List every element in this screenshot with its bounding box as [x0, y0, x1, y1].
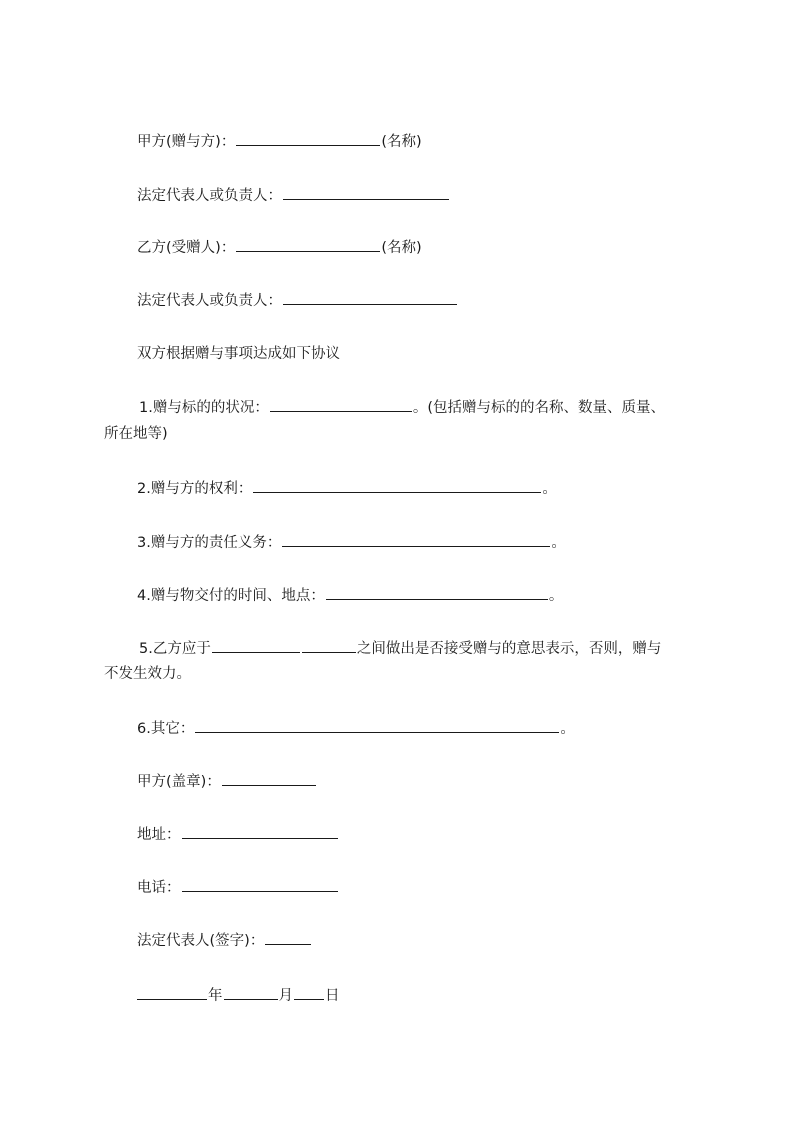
year-label: 年	[208, 988, 223, 1004]
address-line	[137, 824, 339, 845]
clause-6-line	[137, 718, 575, 739]
clause-2-line	[137, 478, 557, 499]
clause-1-line	[139, 397, 665, 418]
clause-4-blank[interactable]	[326, 585, 548, 600]
clause-6-suffix: 。	[560, 721, 575, 737]
clause-5-label: 5.乙方应于	[139, 641, 211, 657]
party-a-name-blank[interactable]	[236, 131, 380, 146]
phone-line	[137, 877, 339, 898]
clause-6-label: 6.其它：	[137, 721, 195, 737]
party-b-rep-line	[137, 290, 458, 311]
seal-label: 甲方(盖章)：	[137, 774, 221, 790]
phone-label: 电话：	[137, 880, 181, 896]
clause-2-label: 2.赠与方的权利：	[137, 481, 253, 497]
intro-text: 双方根据赠与事项达成如下协议	[137, 346, 340, 362]
party-a-line	[137, 131, 422, 152]
party-b-label: 乙方(受赠人)：	[137, 240, 236, 256]
address-blank[interactable]	[182, 824, 338, 839]
clause-5-middle: 之间做出是否接受赠与的意思表示，否则，赠与	[356, 641, 662, 657]
party-a-rep-blank[interactable]	[283, 185, 449, 200]
clause-4-label: 4.赠与物交付的时间、地点：	[137, 588, 325, 604]
clause-5-end-blank[interactable]	[302, 638, 356, 653]
clause-2-suffix: 。	[542, 481, 557, 497]
day-blank[interactable]	[294, 985, 324, 1000]
clause-5-continuation: 不发生效力。	[104, 666, 191, 682]
party-b-rep-blank[interactable]	[283, 290, 457, 305]
clause-6-blank[interactable]	[195, 718, 559, 733]
clause-2-blank[interactable]	[253, 478, 541, 493]
seal-line	[137, 771, 317, 792]
clause-3-line	[137, 532, 566, 553]
day-label: 日	[325, 988, 340, 1004]
phone-blank[interactable]	[182, 877, 338, 892]
party-a-rep-label: 法定代表人或负责人：	[137, 188, 282, 204]
party-a-label: 甲方(赠与方)：	[137, 134, 236, 150]
party-b-line	[137, 237, 422, 258]
party-b-rep-label: 法定代表人或负责人：	[137, 293, 282, 309]
clause-1-label: 1.赠与标的的状况：	[139, 400, 269, 416]
month-label: 月	[278, 988, 293, 1004]
year-blank[interactable]	[137, 985, 207, 1000]
date-line	[137, 985, 340, 1006]
clause-5-line	[139, 638, 661, 659]
clause-3-label: 3.赠与方的责任义务：	[137, 535, 282, 551]
party-b-suffix: (名称)	[381, 240, 422, 256]
clause-1-continuation: 所在地等)	[104, 426, 168, 442]
signature-line	[137, 930, 312, 951]
signature-label: 法定代表人(签字)：	[137, 933, 265, 949]
clause-3-suffix: 。	[551, 535, 566, 551]
clause-4-suffix: 。	[548, 588, 564, 604]
party-b-name-blank[interactable]	[236, 237, 380, 252]
party-a-rep-line	[137, 185, 450, 206]
month-blank[interactable]	[224, 985, 278, 1000]
party-a-suffix: (名称)	[381, 134, 422, 150]
clause-3-blank[interactable]	[282, 532, 550, 547]
clause-5-start-blank[interactable]	[212, 638, 300, 653]
signature-blank[interactable]	[265, 930, 311, 945]
clause-1-blank[interactable]	[270, 397, 412, 412]
clause-4-line	[137, 585, 563, 606]
address-label: 地址：	[137, 827, 181, 843]
clause-1-suffix: 。(包括赠与标的的名称、数量、质量、	[412, 400, 665, 416]
seal-blank[interactable]	[222, 771, 316, 786]
